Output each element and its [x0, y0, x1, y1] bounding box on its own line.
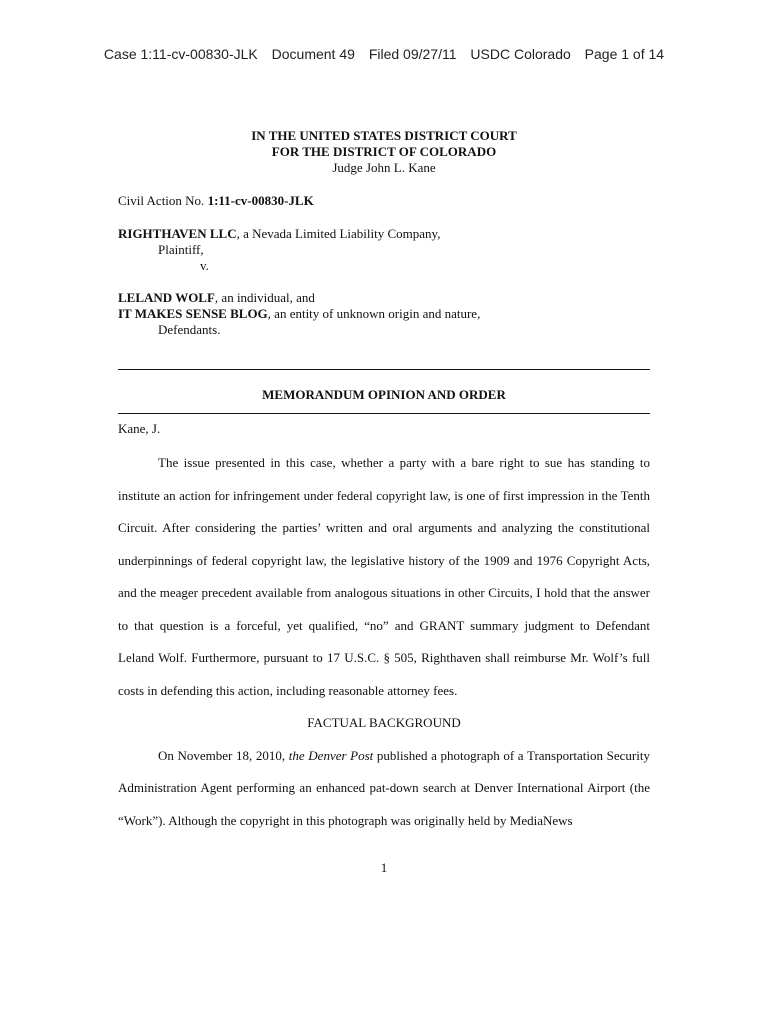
header-filed-date: Filed 09/27/11 [368, 46, 457, 62]
defendant-name-1: LELAND WOLF [118, 290, 215, 305]
defendant-line-2 [118, 306, 480, 322]
plaintiff-block [118, 226, 440, 274]
court-name-line2: FOR THE DISTRICT OF COLORADO [271, 144, 497, 159]
header-page-count: Page 1 of 14 [584, 46, 665, 62]
header-case-number: Case 1:11-cv-00830-JLK [103, 46, 258, 62]
paragraph-1: The issue presented in this case, whether a party with a bare right to sue has standing to institute an action for infringement under federal copyright law, is one of first impression in the Tenth Circuit. After considering the parties’ written and oral arguments and analyzing the constitutional underpinnings of federal copyright law, the legislative history of the 1909 and 1976 Copyright Acts, and the meager precedent available from analogous situations in other Circuits, I hold that the answer to that question is a forceful, yet qualified, “no” and GRANT summary judgment to Defendant Leland Wolf. Furthermore, pursuant to 17 U.S.C. § 505, Righthaven shall reimburse Mr. Wolf’s full costs in defending this action, including reasonable attorney fees. [118, 455, 650, 698]
paragraph-2-start: On November 18, 2010, [158, 747, 289, 763]
plaintiff-description: , a Nevada Limited Liability Company, [236, 226, 441, 241]
memorandum-title: MEMORANDUM OPINION AND ORDER [262, 387, 506, 402]
plaintiff-name: RIGHTHAVEN LLC [118, 226, 237, 241]
plaintiff-line [118, 226, 440, 242]
filing-header [0, 46, 768, 62]
civil-action-line [118, 193, 314, 209]
paragraph-2-rest: published a photograph of a Transportation Security Administration Agent performing an enhanced pat-down search at Denver International Airport (the “Work”). Although the copyright in this photograph was originally held by MediaNews [118, 747, 650, 828]
plaintiff-role: Plaintiff, [158, 242, 204, 257]
defendant-description-1: , an individual, and [214, 290, 315, 305]
defendant-line-1 [118, 290, 480, 306]
divider-top [118, 369, 650, 370]
civil-action-number: 1:11-cv-00830-JLK [207, 193, 314, 208]
divider-bottom [118, 413, 650, 414]
versus: v. [200, 258, 209, 273]
court-name-line1: IN THE UNITED STATES DISTRICT COURT [251, 128, 517, 143]
defendant-description-2: , an entity of unknown origin and nature, [267, 306, 481, 321]
paragraph-2 [118, 740, 650, 838]
defendant-name-2: IT MAKES SENSE BLOG [118, 306, 268, 321]
header-court: USDC Colorado [470, 46, 571, 62]
publication-name: the Denver Post [288, 747, 374, 763]
section-heading: FACTUAL BACKGROUND [307, 715, 461, 730]
judge-name: Judge John L. Kane [332, 160, 436, 175]
opinion-author: Kane, J. [118, 421, 161, 436]
civil-action-label: Civil Action No. [118, 193, 208, 208]
defendants-block [118, 290, 480, 338]
page-number: 1 [380, 860, 388, 875]
defendants-role: Defendants. [158, 322, 221, 337]
opinion-body [118, 447, 650, 837]
header-document-number: Document 49 [271, 46, 355, 62]
court-caption [0, 128, 768, 176]
